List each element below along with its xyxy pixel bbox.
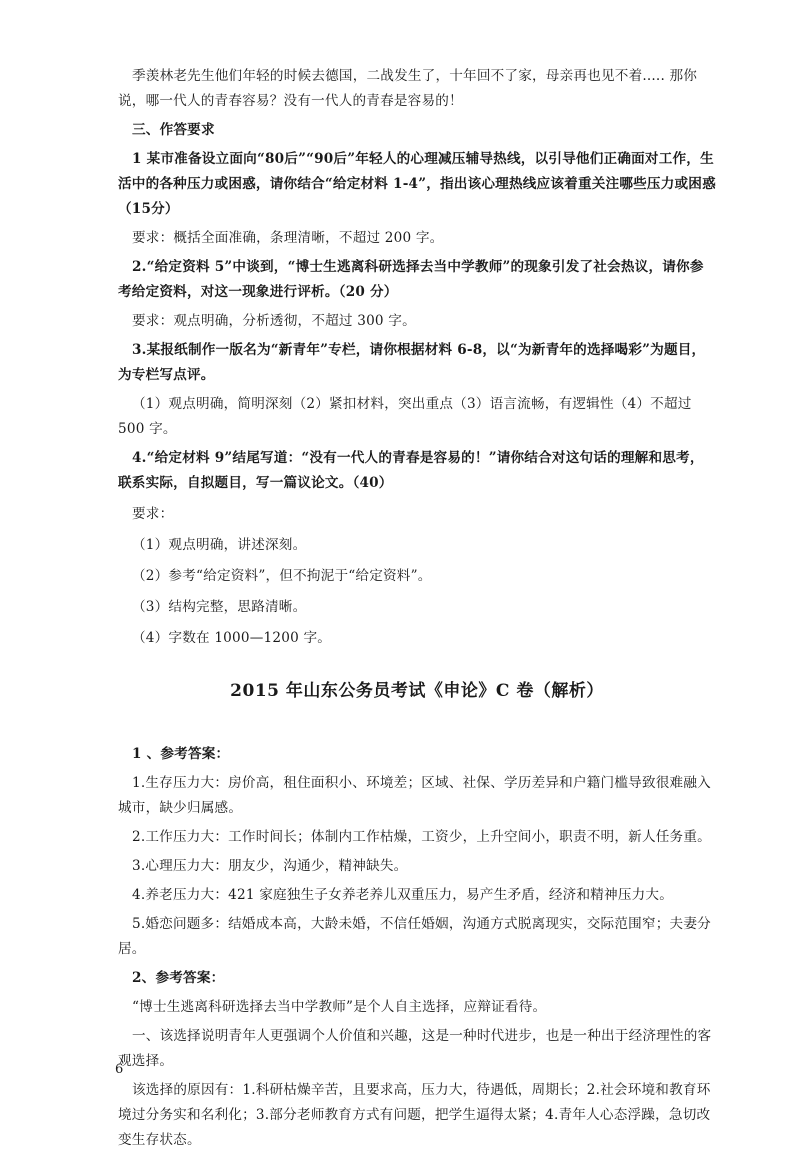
answer-2-paragraph: 一、该选择说明青年人更强调个人价值和兴趣，这是一种时代进步，也是一种出于经济理性的客观选择。 xyxy=(118,1028,712,1069)
question-4-requirement-item: （4）字数在 1000—1200 字。 xyxy=(132,630,332,646)
question-1: 1 某市准备设立面向“80后”“90后”年轻人的心理减压辅导热线，以引导他们正确面对工作，生活中的各种压力或困惑，请你结合“给定材料 1-4”，指出该心理热线应该着重关注哪些压力或困惑（15分） xyxy=(118,151,716,217)
document-body xyxy=(118,64,716,1153)
answer-1-item: 5.婚恋问题多：结婚成本高，大龄未婚，不信任婚姻，沟通方式脱离现实，交际范围窄；夫妻分居。 xyxy=(118,916,711,957)
answer-1-item: 1.生存压力大：房价高，租住面积小、环境差；区域、社保、学历差异和户籍门槛导致很难融入城市，缺少归属感。 xyxy=(118,775,711,816)
question-2-requirement: 要求：观点明确，分析透彻，不超过 300 字。 xyxy=(132,313,416,329)
intro-paragraph: 季羡林老先生他们年轻的时候去德国，二战发生了，十年回不了家，母亲再也见不着..... 那你说，哪一代人的青春容易？没有一代人的青春是容易的！ xyxy=(118,68,698,109)
answer-2-heading: 2、参考答案： xyxy=(132,970,225,986)
answer-1-item: 4.养老压力大：421 家庭独生子女养老养儿双重压力，易产生矛盾，经济和精神压力大。 xyxy=(132,887,674,903)
question-4-requirement-item: （1）观点明确，讲述深刻。 xyxy=(132,537,307,553)
question-1-requirement: 要求：概括全面准确，条理清晰，不超过 200 字。 xyxy=(132,230,444,246)
page-number: 6 xyxy=(115,1062,124,1077)
question-3-requirement: （1）观点明确，简明深刻（2）紧扣材料，突出重点（3）语言流畅，有逻辑性（4）不超过 500 字。 xyxy=(118,396,692,437)
question-4-requirement-item: （2）参考“给定资料”，但不拘泥于“给定资料”。 xyxy=(132,568,432,584)
answer-1-item: 3.心理压力大：朋友少，沟通少，精神缺失。 xyxy=(132,858,408,874)
question-3: 3.某报纸制作一版名为“新青年”专栏，请你根据材料 6-8，以“为新青年的选择喝彩”为题目，为专栏写点评。 xyxy=(118,342,706,383)
answer-1-heading: 1 、参考答案： xyxy=(132,746,230,762)
question-4-requirement-item: （3）结构完整，思路清晰。 xyxy=(132,599,307,615)
question-2: 2.“给定资料 5”中谈到，“博士生逃离科研选择去当中学教师”的现象引发了社会热议，请你参考给定资料，对这一现象进行评析。（20 分） xyxy=(118,259,704,300)
answer-2-paragraph: “博士生逃离科研选择去当中学教师”是个人自主选择，应辩证看待。 xyxy=(132,999,547,1015)
answer-1-item: 2.工作压力大：工作时间长；体制内工作枯燥，工资少，上升空间小，职责不明，新人任务重。 xyxy=(132,829,711,845)
question-4-requirement-label: 要求： xyxy=(132,506,174,522)
question-4: 4.“给定材料 9”结尾写道：“没有一代人的青春是容易的！”请你结合对这句话的理解和思考，联系实际，自拟题目，写一篇议论文。（40） xyxy=(118,450,704,491)
answer-2-paragraph: 该选择的原因有：1.科研枯燥辛苦，且要求高，压力大，待遇低，周期长；2.社会环境和教育环境过分务实和名利化；3.部分老师教育方式有问题，把学生逼得太紧；4.青年人心态浮躁，急切改变生存状态。 xyxy=(118,1082,711,1148)
analysis-title: 2015 年山东公务员考试《申论》C 卷（解析） xyxy=(230,681,604,701)
section-heading-requirements: 三、作答要求 xyxy=(132,122,215,138)
